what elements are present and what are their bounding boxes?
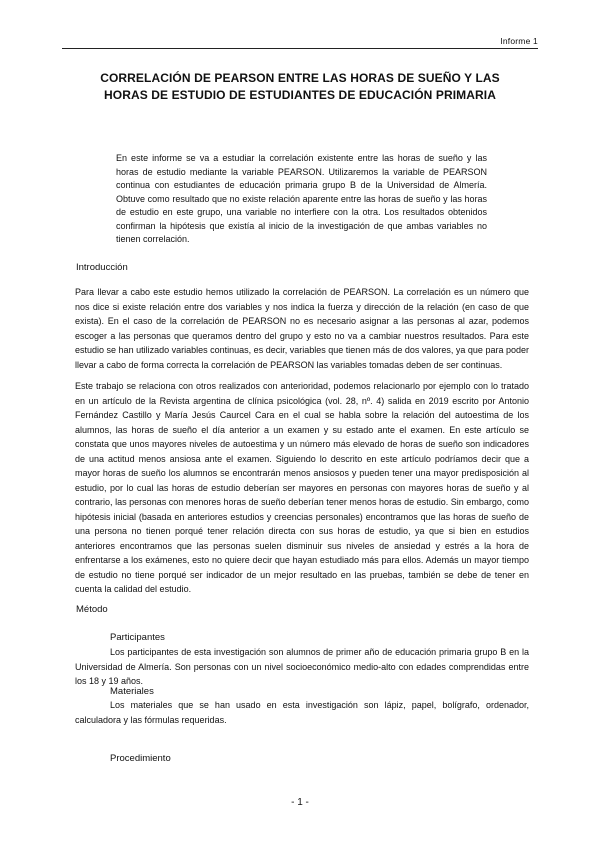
paper-title xyxy=(60,70,540,104)
subheading-participantes: Participantes xyxy=(110,632,165,643)
section-heading-introduccion: Introducción xyxy=(76,262,128,273)
subheading-materiales: Materiales xyxy=(110,686,154,697)
subheading-procedimiento: Procedimiento xyxy=(110,753,171,764)
title-line-2: HORAS DE ESTUDIO DE ESTUDIANTES DE EDUCACIÓN PRIMARIA xyxy=(104,88,496,102)
page-number: - 1 - xyxy=(291,797,309,808)
abstract: En este informe se va a estudiar la correlación existente entre las horas de sueño y las horas de estudio mediante la variable PEARSON. Utilizaremos la variable de PEARSON continua con estudiantes de educación primaria grupo B de la Universidad de Almería. Obtuve como resultado que no existe relación aparente entre las horas de sueño y las horas de estudio en este grupo, una variable no interfiere con la otra. Los resultados obtenidos confirman la hipótesis que existía al inicio de la investigación de que ambas variables no tienen correlación. xyxy=(116,153,487,244)
title-line-1: CORRELACIÓN DE PEARSON ENTRE LAS HORAS DE SUEÑO Y LAS xyxy=(100,71,500,85)
header-rule xyxy=(62,48,538,49)
introduccion-paragraph-2: Este trabajo se relaciona con otros realizados con anterioridad, podemos relacionarlo por ejemplo con lo tratado en un artículo de la Revista argentina de clínica psicológica (vol. 28, nº. 4) salida en 2019 escrito por Antonio Fernández Castillo y María Jesús Caurcel Cara en el cual se habla sobre la relación del autoestima de los alumnos, las horas de sueño el día anterior a un examen y su estado ante el examen. En este artículo se constata que unos mayores niveles de autoestima y un número más elevado de horas de sueño son indicadores de una actitud menos ansiosa ante el examen. Siguiendo lo descrito en este artículo podríamos decir que a mayor horas de sueño los alumnos se encontrarán menos ansiosos y pueden tener una mayor predisposición al estudio, por lo cual las horas de estudio deberían ser mayores en personas con mayores horas de sueño y al contrario, las personas con menores horas de sueño deberían tener menos horas de estudio. Sin embargo, como hipótesis inicial (basada en anteriores estudios y creencias personales) encontramos que las horas de sueño de una persona no tienen porqué tener relación directa con sus horas de estudio, ya que si bien en estudios anteriores encontramos que las personas suelen disminuir sus niveles de ansiedad y estrés a la hora de enfrentarse a los exámenes, esto no quiere decir que hayan estudiado más para ellos. Además un mayor tiempo de estudio no tiene porqué ser indicador de un mejor resultado en las pruebas, también se debe de tener en cuenta la calidad del estudio. xyxy=(75,381,529,594)
section-heading-metodo: Método xyxy=(76,604,108,615)
introduccion-paragraph-1: Para llevar a cabo este estudio hemos utilizado la correlación de PEARSON. La correlación es un número que nos dice si existe relación entre dos variables y nos indica la fuerza y dirección de la relación (en caso de que exista). En el caso de la correlación de PEARSON no es necesario asignar a las personas al azar, podemos escoger a las personas que queramos dentro del grupo y esto no va a cambiar nuestros resultados. Para este estudio se han utilizado variables continuas, es decir, variables que tienen más de dos valores, ya que para poder llevar a cabo de forma correcta la correlación de PEARSON las variables tomadas deben de ser continuas. xyxy=(75,287,529,370)
participantes-paragraph: Los participantes de esta investigación son alumnos de primer año de educación primaria grupo B en la Universidad de Almería. Son personas con un nivel socioeconómico medio-alto con edades comprendidas entre los 18 y 19 años. xyxy=(75,647,529,686)
running-head: Informe 1 xyxy=(500,36,538,46)
materiales-paragraph: Los materiales que se han usado en esta investigación son lápiz, papel, bolígrafo, ordenador, calculadora y las fórmulas requeridas. xyxy=(75,700,529,725)
